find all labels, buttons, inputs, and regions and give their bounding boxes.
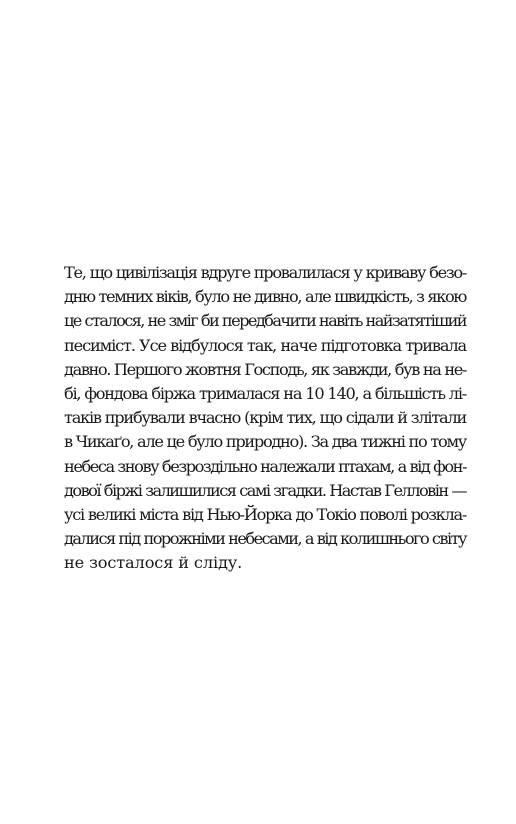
text-line: далися під порожніми небесами, а від колишнього світу [64, 529, 466, 549]
text-line: дової біржі залишилися самі згадки. Настав Гелловін — [64, 480, 466, 500]
text-line: давно. Першого жовтня Господь, як завжди, був на не- [64, 359, 466, 379]
text-line: не зосталося й сліду. [64, 553, 243, 573]
text-line: таків прибували вчасно (крім тих, що сідали й злітали [64, 408, 466, 428]
text-line: в Чикаґо, але це було природно). За два тижні по тому [64, 432, 466, 452]
text-line: песиміст. Усе відбулося так, наче підготовка тривала [64, 335, 466, 355]
text-line: Те, що цивілізація вдруге провалилася у криваву безо- [64, 263, 466, 282]
text-line: бі, фондова біржа трималася на 10 140, а більшість лі- [64, 384, 466, 404]
text-line: дню темних віків, було не дивно, але швидкість, з якою [64, 287, 466, 307]
body-paragraph [64, 261, 466, 576]
text-line: небеса знову безроздільно належали птахам, а від фон- [64, 456, 466, 476]
text-line: це сталося, не зміг би передбачити навіть найзатятіший [64, 311, 466, 331]
text-line: усі великі міста від Нью-Йорка до Токіо поволі розкла- [64, 505, 466, 525]
